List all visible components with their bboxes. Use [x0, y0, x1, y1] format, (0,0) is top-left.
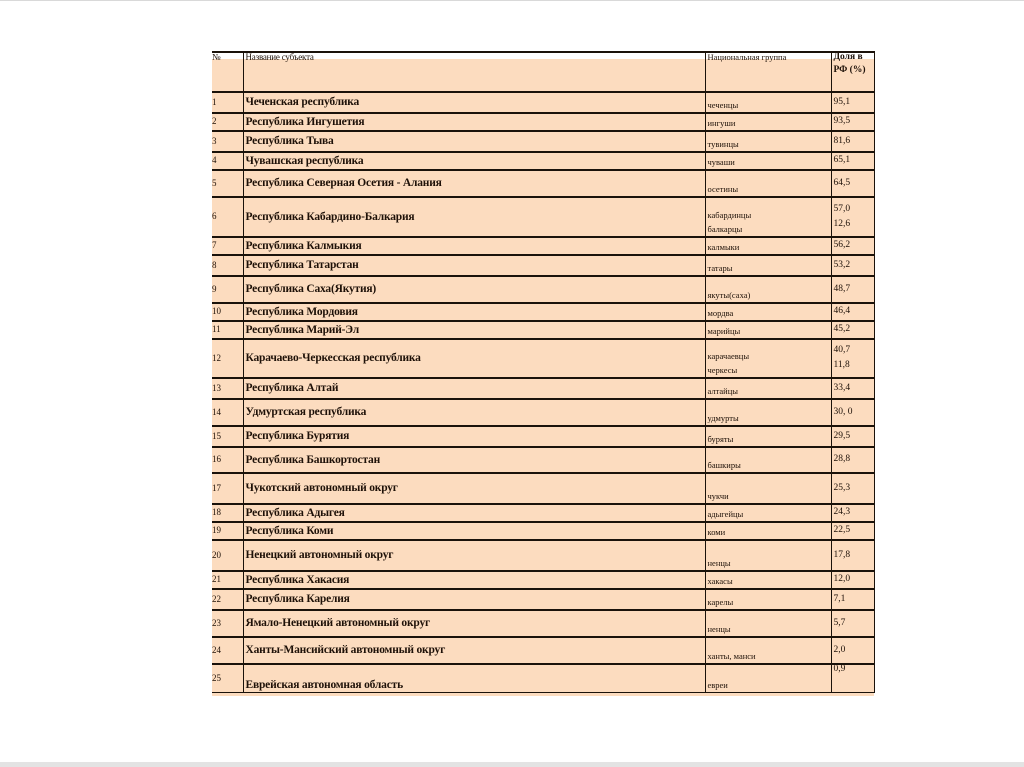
nationality: чукчи — [707, 491, 729, 502]
row-number: 12 — [212, 339, 243, 378]
table-row — [212, 113, 874, 131]
row-number: 17 — [212, 473, 243, 504]
percent-cell — [831, 255, 874, 276]
region-name: Республика Адыгея — [243, 504, 705, 522]
table-row — [212, 522, 874, 540]
nationality: чеченцы — [707, 100, 739, 111]
region-name: Республика Кабардино-Балкария — [243, 197, 705, 237]
nationality: хакасы — [707, 576, 733, 587]
percent-cell — [831, 131, 874, 152]
table-row — [212, 426, 874, 447]
nationality-cell — [705, 378, 831, 399]
row-number: 22 — [212, 589, 243, 610]
nationality: ханты, манси — [707, 651, 756, 662]
table-row — [212, 399, 874, 426]
nationality-cell — [705, 399, 831, 426]
region-name: Республика Северная Осетия - Алания — [243, 170, 705, 197]
table-row — [212, 540, 874, 571]
percent-cell — [831, 170, 874, 197]
percent-cell — [831, 276, 874, 303]
table-row — [212, 610, 874, 637]
header-percent-line1: Доля в — [833, 52, 863, 62]
row-number: 6 — [212, 197, 243, 237]
table-row — [212, 473, 874, 504]
percent-value: 0,9 — [833, 664, 846, 674]
nationality: ненцы — [707, 624, 731, 635]
region-name: Чувашская республика — [243, 152, 705, 170]
percent-value: 40,7 — [833, 345, 851, 356]
percent-cell — [831, 571, 874, 589]
row-number: 1 — [212, 92, 243, 113]
percent-value-secondary: 12,6 — [833, 218, 851, 229]
percent-value: 24,3 — [833, 507, 851, 518]
table-row — [212, 255, 874, 276]
table-body — [212, 52, 874, 692]
percent-cell — [831, 399, 874, 426]
nationality-cell — [705, 131, 831, 152]
nationality-cell — [705, 473, 831, 504]
percent-value: 45,2 — [833, 324, 851, 335]
nationality-cell — [705, 589, 831, 610]
table-row — [212, 447, 874, 473]
nationality: ингуши — [707, 118, 736, 129]
region-name: Республика Мордовия — [243, 303, 705, 321]
row-number: 15 — [212, 426, 243, 447]
percent-value: 2,0 — [833, 644, 846, 655]
nationality-cell — [705, 321, 831, 339]
percent-cell — [831, 378, 874, 399]
percent-cell — [831, 237, 874, 255]
region-name: Республика Башкортостан — [243, 447, 705, 473]
row-number: 7 — [212, 237, 243, 255]
percent-value: 56,2 — [833, 240, 851, 251]
table-row — [212, 637, 874, 664]
percent-value: 46,4 — [833, 306, 851, 317]
slide-bottom-edge — [0, 762, 1024, 767]
row-number: 3 — [212, 131, 243, 152]
percent-value: 65,1 — [833, 155, 851, 166]
nationality-cell — [705, 426, 831, 447]
nationality: удмурты — [707, 413, 739, 424]
percent-value: 25,3 — [833, 482, 851, 493]
percent-value: 33,4 — [833, 382, 851, 393]
nationality: чуваши — [707, 157, 735, 168]
nationality-cell — [705, 170, 831, 197]
slide-top-edge — [0, 0, 1024, 1]
row-number: 8 — [212, 255, 243, 276]
row-number: 11 — [212, 321, 243, 339]
percent-value: 93,5 — [833, 116, 851, 127]
percent-cell — [831, 152, 874, 170]
table-header-row — [212, 52, 874, 92]
header-percent-line2: РФ (%) — [833, 64, 866, 75]
nationality-cell — [705, 303, 831, 321]
percent-value: 22,5 — [833, 525, 851, 536]
nationality: якуты(саха) — [707, 290, 751, 301]
row-number: 25 — [212, 664, 243, 692]
region-name: Республика Татарстан — [243, 255, 705, 276]
region-name: Республика Калмыкия — [243, 237, 705, 255]
table-row — [212, 589, 874, 610]
header-number: № — [212, 52, 243, 92]
nationality: алтайцы — [707, 386, 738, 397]
table-row — [212, 170, 874, 197]
percent-cell — [831, 426, 874, 447]
percent-cell — [831, 589, 874, 610]
row-number: 16 — [212, 447, 243, 473]
percent-cell — [831, 321, 874, 339]
spreadsheet-image — [212, 52, 874, 696]
percent-value: 29,5 — [833, 430, 851, 441]
table-row — [212, 571, 874, 589]
percent-value: 5,7 — [833, 617, 846, 628]
nationality-cell — [705, 571, 831, 589]
region-name: Еврейская автономная область — [243, 664, 705, 692]
region-name: Республика Хакасия — [243, 571, 705, 589]
percent-value: 30, 0 — [833, 406, 853, 417]
nationality-cell — [705, 522, 831, 540]
nationality-cell — [705, 610, 831, 637]
percent-value: 17,8 — [833, 549, 851, 560]
national-regions-table — [212, 51, 875, 693]
percent-cell — [831, 197, 874, 237]
table-row — [212, 378, 874, 399]
nationality: татары — [707, 263, 733, 274]
row-number: 24 — [212, 637, 243, 664]
nationality: коми — [707, 527, 726, 538]
region-name: Республика Тыва — [243, 131, 705, 152]
nationality-secondary: черкесы — [707, 365, 738, 376]
region-name: Ханты-Мансийский автономный округ — [243, 637, 705, 664]
region-name: Республика Марий-Эл — [243, 321, 705, 339]
row-number: 4 — [212, 152, 243, 170]
nationality-cell — [705, 92, 831, 113]
region-name: Ямало-Ненецкий автономный округ — [243, 610, 705, 637]
region-name: Республика Саха(Якутия) — [243, 276, 705, 303]
region-name: Республика Алтай — [243, 378, 705, 399]
percent-value: 64,5 — [833, 177, 851, 188]
percent-cell — [831, 522, 874, 540]
nationality: мордва — [707, 308, 734, 319]
header-percent — [831, 52, 874, 92]
nationality: калмыки — [707, 242, 740, 253]
percent-value: 95,1 — [833, 96, 851, 107]
percent-cell — [831, 339, 874, 378]
row-number: 21 — [212, 571, 243, 589]
table-row — [212, 321, 874, 339]
percent-value: 48,7 — [833, 283, 851, 294]
percent-value: 81,6 — [833, 135, 851, 146]
percent-cell — [831, 92, 874, 113]
nationality: осетины — [707, 184, 739, 195]
header-name: Название субъекта — [243, 52, 705, 92]
region-name: Республика Бурятия — [243, 426, 705, 447]
nationality: ненцы — [707, 558, 731, 569]
row-number: 18 — [212, 504, 243, 522]
percent-cell — [831, 504, 874, 522]
table-row — [212, 664, 874, 692]
table-row — [212, 152, 874, 170]
nationality-cell — [705, 113, 831, 131]
percent-cell — [831, 637, 874, 664]
header-nationality: Национальная группа — [705, 52, 831, 92]
nationality: тувинцы — [707, 139, 739, 150]
row-number: 23 — [212, 610, 243, 637]
nationality-cell — [705, 637, 831, 664]
nationality-cell — [705, 255, 831, 276]
percent-value: 28,8 — [833, 454, 851, 465]
nationality: карелы — [707, 597, 734, 608]
percent-cell — [831, 473, 874, 504]
row-number: 14 — [212, 399, 243, 426]
row-number: 2 — [212, 113, 243, 131]
percent-cell — [831, 113, 874, 131]
nationality-cell — [705, 504, 831, 522]
nationality-cell — [705, 237, 831, 255]
row-number: 5 — [212, 170, 243, 197]
row-number: 13 — [212, 378, 243, 399]
region-name: Чукотский автономный округ — [243, 473, 705, 504]
percent-value: 57,0 — [833, 203, 851, 214]
nationality: марийцы — [707, 326, 741, 337]
percent-value: 7,1 — [833, 593, 846, 604]
percent-value: 12,0 — [833, 574, 851, 585]
nationality: кабардинцы — [707, 210, 752, 221]
nationality-secondary: балкарцы — [707, 224, 743, 235]
table-row — [212, 237, 874, 255]
nationality-cell — [705, 152, 831, 170]
nationality-cell — [705, 339, 831, 378]
region-name: Ненецкий автономный округ — [243, 540, 705, 571]
nationality: евреи — [707, 679, 728, 690]
table-row — [212, 303, 874, 321]
nationality: буряты — [707, 434, 734, 445]
table-row — [212, 339, 874, 378]
table-row — [212, 197, 874, 237]
region-name: Карачаево-Черкесская республика — [243, 339, 705, 378]
row-number: 9 — [212, 276, 243, 303]
nationality-cell — [705, 447, 831, 473]
nationality-cell — [705, 664, 831, 692]
nationality: карачаевцы — [707, 351, 750, 362]
table-row — [212, 92, 874, 113]
table-row — [212, 504, 874, 522]
region-name: Удмуртская республика — [243, 399, 705, 426]
percent-value-secondary: 11,8 — [833, 360, 850, 370]
nationality: башкиры — [707, 460, 741, 471]
region-name: Республика Карелия — [243, 589, 705, 610]
percent-cell — [831, 303, 874, 321]
table-row — [212, 131, 874, 152]
nationality: адыгейцы — [707, 509, 744, 520]
percent-cell — [831, 540, 874, 571]
region-name: Республика Коми — [243, 522, 705, 540]
region-name: Республика Ингушетия — [243, 113, 705, 131]
nationality-cell — [705, 276, 831, 303]
percent-cell — [831, 447, 874, 473]
nationality-cell — [705, 197, 831, 237]
row-number: 19 — [212, 522, 243, 540]
row-number: 20 — [212, 540, 243, 571]
table-row — [212, 276, 874, 303]
percent-cell — [831, 664, 874, 692]
percent-value: 53,2 — [833, 259, 851, 270]
region-name: Чеченская республика — [243, 92, 705, 113]
nationality-cell — [705, 540, 831, 571]
row-number: 10 — [212, 303, 243, 321]
percent-cell — [831, 610, 874, 637]
